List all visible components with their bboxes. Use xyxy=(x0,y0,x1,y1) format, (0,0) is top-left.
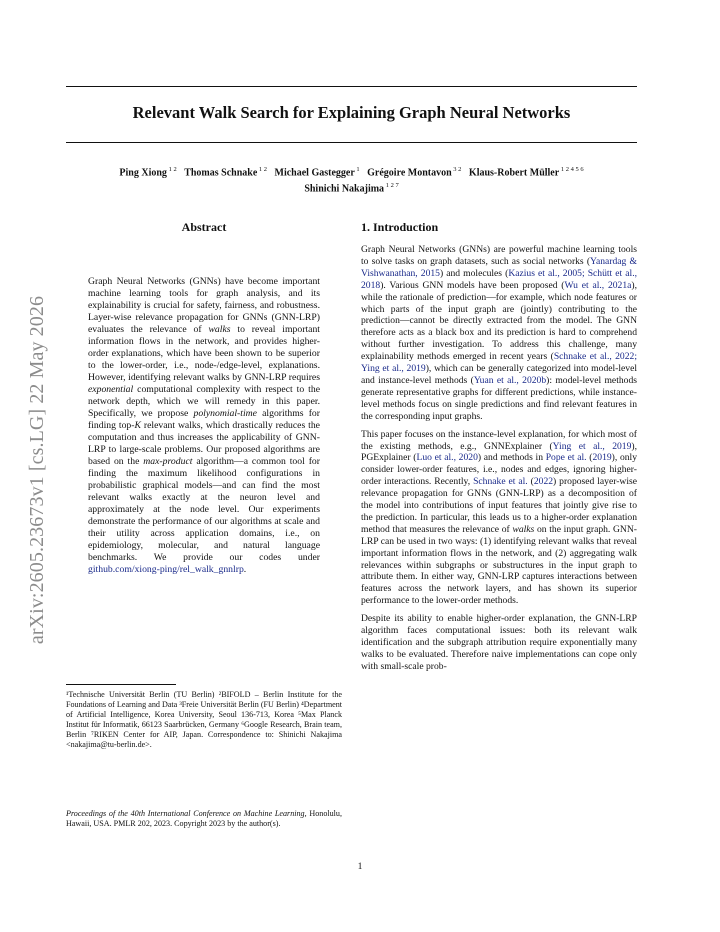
code-link[interactable]: github.com/xiong-ping/rel_walk_gnnlrp xyxy=(88,564,244,575)
citation-link[interactable]: Yanardag & Vishwanathan, 2015 xyxy=(361,255,637,279)
citation-link[interactable]: Ying et al., 2019 xyxy=(552,440,632,452)
intro-paragraph-1: Graph Neural Networks (GNNs) are powerful machine learning tools to solve tasks on graph datasets, such as social networks (Yanardag & Vishwanathan, 2015) and molecules (Kazius et al., 2005; Schütt et al., 2018). Various GNN models have been proposed (Wu et al., 2021a), while the rationale of prediction—for example, which node features or which parts of the input graph are (jointly) contributing to the prediction—cannot be directly extracted from the model. The GNN therefore acts as a black box and its prediction is hard to comprehend without further investigation. To address this challenge, many explainability methods emerged in recent years (Schnake et al., 2022; Ying et al., 2019), which can be generally categorized into model-level and instance-level methods (Yuan et al., 2020b): model-level methods generate representative graphs for different predictions, while instance-level methods focus on single predictions and find relevant features in the corresponding input graphs. xyxy=(361,244,637,422)
emphasis: walks xyxy=(512,523,535,535)
citation-link[interactable]: Yuan et al., 2020b xyxy=(473,374,547,386)
author-name: Ping Xiong xyxy=(119,167,167,179)
intro-paragraph-3: Despite its ability to enable higher-order explanation, the GNN-LRP algorithm faces computational issues: both its relevant walk identification and the subgraph attribution require exponentially many walks to be evaluated. Therefore naive implementations can cope only with small-scale prob- xyxy=(361,613,637,672)
section-heading: 1. Introduction xyxy=(361,220,439,234)
author-affiliation: 1 2 4 5 6 xyxy=(559,166,584,173)
citation-link[interactable]: Luo et al., 2020 xyxy=(416,452,478,464)
page-number: 1 xyxy=(357,861,363,872)
author-name: Klaus-Robert Müller xyxy=(468,167,560,179)
citation-link[interactable]: 2019 xyxy=(592,452,612,464)
author-affiliation: 1 2 xyxy=(257,166,268,173)
citation-link[interactable]: Schnake et al. xyxy=(473,476,528,488)
citation-link[interactable]: Schnake et al., 2022; Ying et al., 2019 xyxy=(361,351,637,375)
intro-body xyxy=(361,244,637,679)
author-name: Shinichi Nakajima xyxy=(304,183,385,195)
citation-link[interactable]: Pope et al. xyxy=(545,452,587,464)
intro-paragraph-2: This paper focuses on the instance-level explanation, for which most of the existing methods, e.g., GNNExplainer (Ying et al., 2019), PGExplainer (Luo et al., 2020) and methods in Pope et al. (2019), only consider lower-order features, i.e., nodes and edges, ignoring higher-order interactions. Recently, Schnake et al. (2022) proposed layer-wise relevance propagation for GNNs (GNN-LRP) as a decomposition of the model into contributions of input features that jointly give rise to the prediction. In particular, this leads us to a higher-order explanation method that measures the relevance of walks on the input graph. GNN-LRP can be used in two ways: (1) identifying relevant walks that reveal important information flows in the network, and (2) aggregating walk relevances within subgraphs or substructures in the input graph to attribute them. In either way, GNN-LRP captures interactions between features across the network layers, and has shown its superior performance to the lower-order methods. xyxy=(361,428,638,607)
author-affiliation: 1 2 7 xyxy=(384,182,399,190)
author-name: Grégoire Montavon xyxy=(367,167,452,179)
paper-title: Relevant Walk Search for Explaining Graph Neural Networks xyxy=(132,103,571,122)
footnote-rule xyxy=(66,684,176,685)
author-affiliation: 1 xyxy=(354,166,360,173)
author-affiliation: 3 2 xyxy=(451,166,462,173)
citation-link[interactable]: Wu et al., 2021a xyxy=(564,279,632,291)
title-top-rule xyxy=(66,86,637,87)
abstract-heading: Abstract xyxy=(181,220,227,234)
proceedings-note: Proceedings of the 40th International Conference on Machine Learning, Honolulu, Hawaii, USA. PMLR 202, 2023. Copyright 2023 by the author(s). xyxy=(66,809,342,828)
arxiv-stamp[interactable]: arXiv:2605.23673v1 [cs.LG] 22 May 2026 xyxy=(26,295,48,645)
author-affiliation: 1 2 xyxy=(166,166,177,173)
abstract-body: Graph Neural Networks (GNNs) have become important machine learning tools for graph analysis, and its explainability is crucial for safety, fairness, and robustness. Layer-wise relevance propagation for GNNs (GNN-LRP) evaluates the relevance of walks to reveal important information flows in the network, and provides higher-order explanations, which have been shown to be superior to the lower-order, i.e., node-/edge-level, explanations. However, identifying relevant walks by GNN-LRP requires exponential computational complexity with respect to the network depth, which we will remedy in this paper. Specifically, we propose polynomial-time algorithms for finding top-K relevant walks, which drastically reduces the computation and thus increases the applicability of GNN-LRP to large-scale problems. Our proposed algorithms are based on the max-product algorithm—a common tool for finding the maximum likelihood configurations in probabilistic graphical models—and can find the most relevant walks exactly at the neuron level and approximately at the node level. Our experiments demonstrate the performance of our algorithms at scale and their utility across application domains, i.e., on epidemiology, molecular, and natural language benchmarks. We provide our codes under github.com/xiong-ping/rel_walk_gnnlrp. xyxy=(88,276,320,575)
author-list xyxy=(66,163,637,196)
citation-link[interactable]: 2022 xyxy=(533,476,554,488)
affiliations-footnote: ¹Technische Universität Berlin (TU Berlin) ²BIFOLD – Berlin Institute for the Foundations of Learning and Data ³Freie Universität Berlin (FU Berlin) ⁴Department of Artificial Intelligence, Korea University, Seoul 136-713, Korea ⁵Max Planck Institut für Informatik, 66123 Saarbrücken, Germany ⁶Google Research, Brain team, Berlin ⁷RIKEN Center for AIP, Japan. Correspondence to: Shinichi Nakajima <nakajima@tu-berlin.de>. xyxy=(66,690,342,749)
author-name: Michael Gastegger xyxy=(274,167,355,179)
citation-link[interactable]: Kazius et al., 2005; Schütt et al., 2018 xyxy=(361,267,637,291)
title-bottom-rule xyxy=(66,142,637,143)
author-name: Thomas Schnake xyxy=(184,167,258,179)
